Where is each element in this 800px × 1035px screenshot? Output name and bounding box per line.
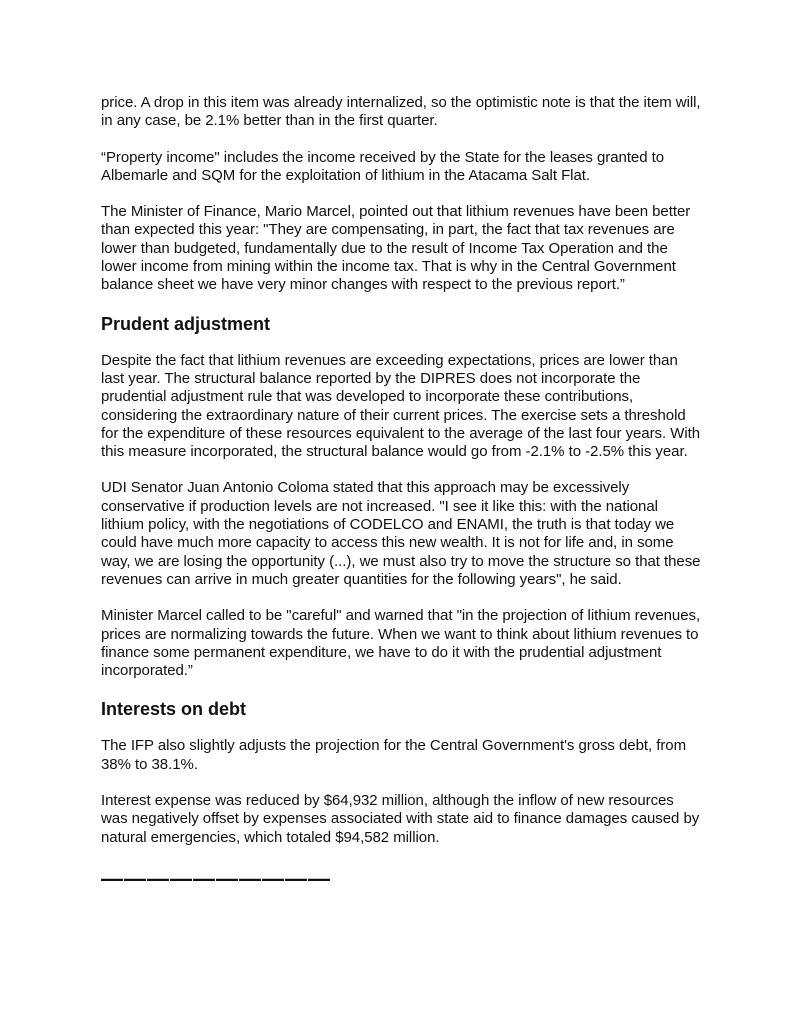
paragraph: “Property income" includes the income received by the State for the leases granted to Albemarle and SQM for the exploitation of lithium in the Atacama Salt Flat. <box>101 148 665 184</box>
paragraph: Interest expense was reduced by $64,932 million, although the inflow of new resources was negatively offset by expenses associated with state aid to finance damages caused by natural emergencies, which totaled $94,582 million. <box>101 792 700 846</box>
paragraph: UDI Senator Juan Antonio Coloma stated that this approach may be excessively conservative if production levels are not increased. "I see it like this: with the national lithium policy, with the negotiations of CODELCO and ENAMI, the truth is that today we could have much more capacity to access this new wealth. It is not for life and, in some way, we are losing the opportunity (...), we must also try to move the structure so that these revenues can arrive in much greater quantities for the following years", he said. <box>101 479 701 588</box>
paragraph: price. A drop in this item was already internalized, so the optimistic note is that the item will, in any case, be 2.1% better than in the first quarter. <box>101 94 701 130</box>
paragraph: Despite the fact that lithium revenues are exceeding expectations, prices are lower than last year. The structural balance reported by the DIPRES does not incorporate the prudential adjustment rule that was developed to incorporate these contributions, considering the extraordinary nature of their current prices. The exercise sets a threshold for the expenditure of these resources equivalent to the average of the last four years. With this measure incorporated, the structural balance would go from -2.1% to -2.5% this year. <box>101 351 701 461</box>
section-heading-prudent-adjustment: Prudent adjustment <box>101 313 271 334</box>
paragraph: The Minister of Finance, Mario Marcel, pointed out that lithium revenues have been better than expected this year: "They are compensating, in part, the fact that tax revenues are lower than budgeted, fundamentally due to the result of Income Tax Operation and the lower income from mining within the income tax. That is why in the Central Government balance sheet we have very minor changes with respect to the previous report.” <box>101 203 691 294</box>
paragraph: The IFP also slightly adjusts the projection for the Central Government's gross debt, from 38% to 38.1%. <box>101 737 687 773</box>
section-heading-interests-on-debt: Interests on debt <box>101 699 247 720</box>
paragraph: Minister Marcel called to be "careful" and warned that "in the projection of lithium revenues, prices are normalizing towards the future. When we want to think about lithium revenues to finance some permanent expenditure, we have to do it with the prudential adjustment incorporated.” <box>101 607 701 680</box>
document-page <box>101 94 701 891</box>
section-divider: —————————— <box>101 865 331 891</box>
